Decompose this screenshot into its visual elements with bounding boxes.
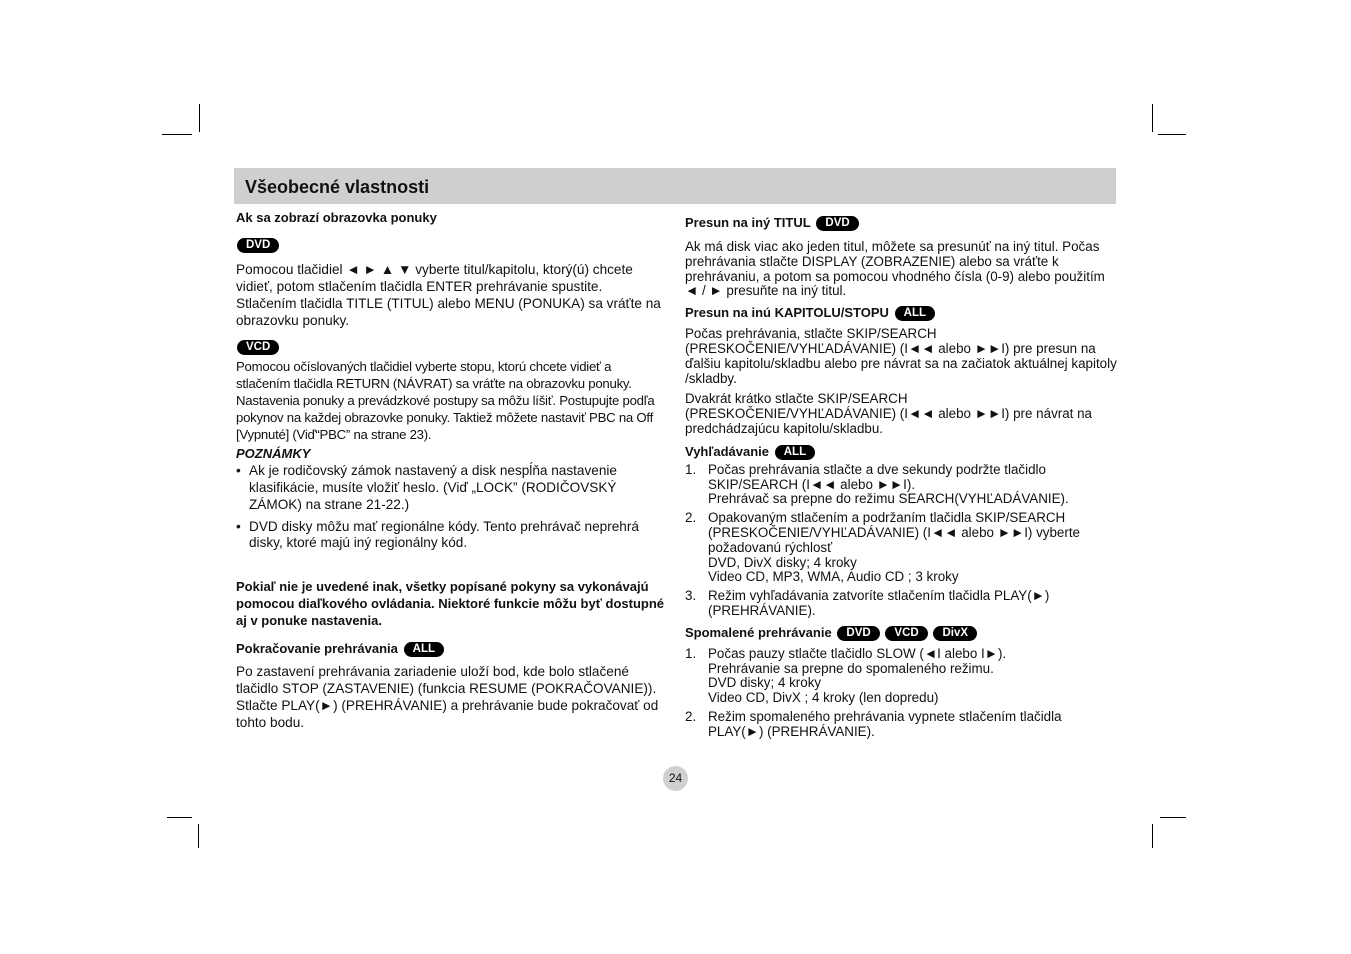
step-number: 1. xyxy=(685,461,697,477)
step-text: Opakovaným stlačením a podržaním tlačidla SKIP/SEARCH (PRESKOČENIE/VYHĽADÁVANIE) (I◄◄ alebo ►►I) vyberte požadovanú rýchlosť DVD, DivX disky; 4 kroky Video CD, MP3, WMA, Audio CD ; 3 kroky xyxy=(708,510,1081,585)
notes-heading: POZNÁMKY xyxy=(236,445,311,461)
crop-mark xyxy=(167,817,192,818)
step-number: 3. xyxy=(685,588,697,604)
left-column xyxy=(236,210,666,732)
resume-text: Po zastavení prehrávania zariadenie uloží bod, kde bolo stlačené tlačidlo STOP (ZASTAVENIE) (funkcia RESUME (POKRAČOVANIE)). xyxy=(236,663,657,696)
list-item xyxy=(685,511,1117,585)
vcd-badge: VCD xyxy=(237,340,279,355)
dvd-badge: DVD xyxy=(837,626,879,641)
divx-badge: DivX xyxy=(933,626,977,641)
notes-list xyxy=(236,463,666,553)
step-text: Režim spomaleného prehrávania vypnete stlačením tlačidla PLAY(►) (PREHRÁVANIE). xyxy=(708,708,1062,739)
crop-mark xyxy=(1152,104,1153,132)
resume-play-text: Stlačte PLAY(►) (PREHRÁVANIE) a prehrávanie bude pokračovať od tohto bodu. xyxy=(236,697,659,730)
step-text: Režim vyhľadávania zatvoríte stlačením tlačidla PLAY(►) (PREHRÁVANIE). xyxy=(708,588,1050,618)
step-number: 1. xyxy=(685,645,697,661)
step-text: Počas prehrávania stlačte a dve sekundy podržte tlačidlo SKIP/SEARCH (I◄◄ alebo ►►I). Prehrávač sa prepne do režimu SEARCH(VYHĽADÁVANIE). xyxy=(708,461,1069,507)
menu-heading: Ak sa zobrazí obrazovka ponuky xyxy=(236,210,437,225)
resume-heading: Pokračovanie prehrávania xyxy=(236,641,398,657)
all-badge: ALL xyxy=(404,642,444,657)
list-item xyxy=(685,589,1117,619)
section-header xyxy=(234,168,1116,204)
search-steps xyxy=(685,463,1117,619)
all-badge: ALL xyxy=(775,445,815,460)
step-number: 2. xyxy=(685,708,697,724)
slow-steps xyxy=(685,647,1117,740)
page-number: 24 xyxy=(663,766,688,791)
search-heading: Vyhľadávanie xyxy=(685,443,770,459)
chapter-back-text: Dvakrát krátko stlačte SKIP/SEARCH (PRESKOČENIE/VYHĽADÁVANIE) (I◄◄ alebo ►►I) pre návrat na predchádzajúcu kapitolu/skladbu. xyxy=(685,391,1093,436)
crop-mark xyxy=(198,824,199,848)
crop-mark xyxy=(162,134,192,135)
list-item: • Ak je rodičovský zámok nastavený a disk nespĺňa nastavenie klasifikácie, musíte vložiť heslo. (Viď „LOCK” (RODIČOVSKÝ ZÁMOK) na strane 21-22.) xyxy=(236,463,666,514)
dvd-badge: DVD xyxy=(237,238,279,253)
chapter-text: Počas prehrávania, stlačte SKIP/SEARCH (PRESKOČENIE/VYHĽADÁVANIE) (I◄◄ alebo ►►I) pre presun na ďalšiu kapitolu/skladbu alebo pre návrat sa na začiatok aktuálnej kapitoly /skladby. xyxy=(685,326,1117,386)
title-heading: Presun na iný TITUL xyxy=(685,215,811,230)
crop-mark xyxy=(1152,824,1153,848)
list-item xyxy=(685,710,1117,740)
slow-heading: Spomalené prehrávanie xyxy=(685,624,832,640)
crop-mark xyxy=(1160,817,1186,818)
crop-mark xyxy=(199,104,200,132)
list-item xyxy=(685,647,1117,706)
list-item: • DVD disky môžu mať regionálne kódy. Tento prehrávač neprehrá disky, ktoré majú iný regionálny kód. xyxy=(236,519,666,553)
all-badge: ALL xyxy=(895,306,935,321)
vcd-menu-text: Pomocou očíslovaných tlačidiel vyberte stopu, ktorú chcete vidieť a stlačením tlačidla RETURN (NÁVRAT) sa vráťte na obrazovku ponuky. Nastavenia ponuky a prevádzkové postupy sa môžu líšiť. Postupujte podľa pokynov na každej obrazovke ponuky. Taktiež môžete nastaviť PBC na Off [Vypnuté] (Viď“PBC” na strane 23). xyxy=(236,359,655,442)
vcd-badge: VCD xyxy=(885,626,927,641)
step-text: Počas pauzy stlačte tlačidlo SLOW (◄I alebo I►). Prehrávanie sa prepne do spomaleného režimu. DVD disky; 4 kroky Video CD, DivX ; 4 kroky (len dopredu) xyxy=(708,645,1007,706)
dvd-badge: DVD xyxy=(816,216,858,231)
list-item xyxy=(685,463,1117,507)
crop-mark xyxy=(1158,134,1186,135)
title-text: Ak má disk viac ako jeden titul, môžete sa presunúť na iný titul. Počas prehrávania stlačte DISPLAY (ZOBRAZENIE) alebo sa vráťte k prehrávaniu, a potom sa pomocou vhodného čísla (0-9) alebo použitím ◄ / ► presuňte na iný titul. xyxy=(685,239,1105,299)
remote-control-note: Pokiaľ nie je uvedené inak, všetky popísané pokyny sa vykonávajú pomocou diaľkového ovládania. Niektoré funkcie môžu byť dostupné aj v ponuke nastavenia. xyxy=(236,579,665,629)
right-column xyxy=(685,216,1117,740)
step-number: 2. xyxy=(685,510,697,526)
dvd-menu-text: Pomocou tlačidiel ◄ ► ▲ ▼ vyberte titul/kapitolu, ktorý(ú) chcete vidieť, potom stlačením tlačidla ENTER prehrávanie spustite. Stlačením tlačidla TITLE (TITUL) alebo MENU (PONUKA) sa vráťte na obrazovku ponuky. xyxy=(236,261,661,328)
chapter-heading: Presun na inú KAPITOLU/STOPU xyxy=(685,305,889,321)
page-title: Všeobecné vlastnosti xyxy=(245,177,430,197)
